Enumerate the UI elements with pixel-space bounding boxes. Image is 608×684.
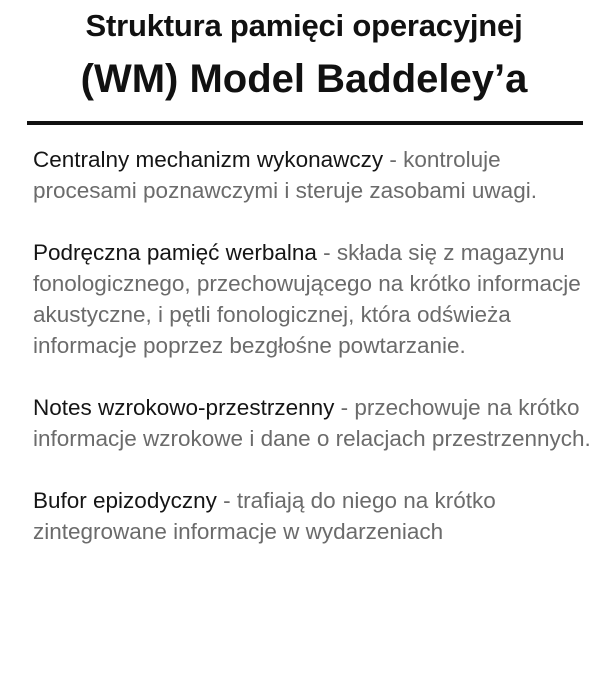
- block-separator: -: [334, 395, 355, 420]
- block-separator: -: [383, 147, 404, 172]
- slide-title: [20, 4, 588, 104]
- block-description: kontroluje procesami poznawczymi i steruje zasobami uwagi.: [33, 147, 537, 203]
- text-block-visuospatial-sketchpad: [33, 392, 593, 454]
- slide-title-line-1: Struktura pamięci operacyjnej: [85, 8, 523, 43]
- block-separator: -: [316, 240, 337, 265]
- block-description: przechowuje na krótko informacje wzrokowe i dane o relacjach przestrzennych.: [33, 395, 591, 451]
- block-description: trafiają do niego na krótko zintegrowane informacje w wydarzeniach: [33, 488, 496, 544]
- block-separator: -: [216, 488, 237, 513]
- block-description: składa się z magazynu fonologicznego, przechowującego na krótko informacje akustyczne, i pętli fonologicznej, która odświeża informacje poprzez bezgłośne powtarzanie.: [33, 240, 581, 358]
- slide-title-line-2: (WM) Model Baddeley’a: [80, 57, 528, 101]
- content-area: [33, 144, 593, 547]
- text-block-phonological-loop: [33, 237, 593, 361]
- title-divider: [27, 121, 583, 125]
- block-term: Notes wzrokowo-przestrzenny: [33, 395, 335, 420]
- text-block-episodic-buffer: [33, 485, 593, 547]
- block-term: Podręczna pamięć werbalna: [33, 240, 317, 265]
- block-term: Centralny mechanizm wykonawczy: [33, 147, 384, 172]
- block-term: Bufor epizodyczny: [33, 488, 217, 513]
- text-block-central-executive: [33, 144, 593, 206]
